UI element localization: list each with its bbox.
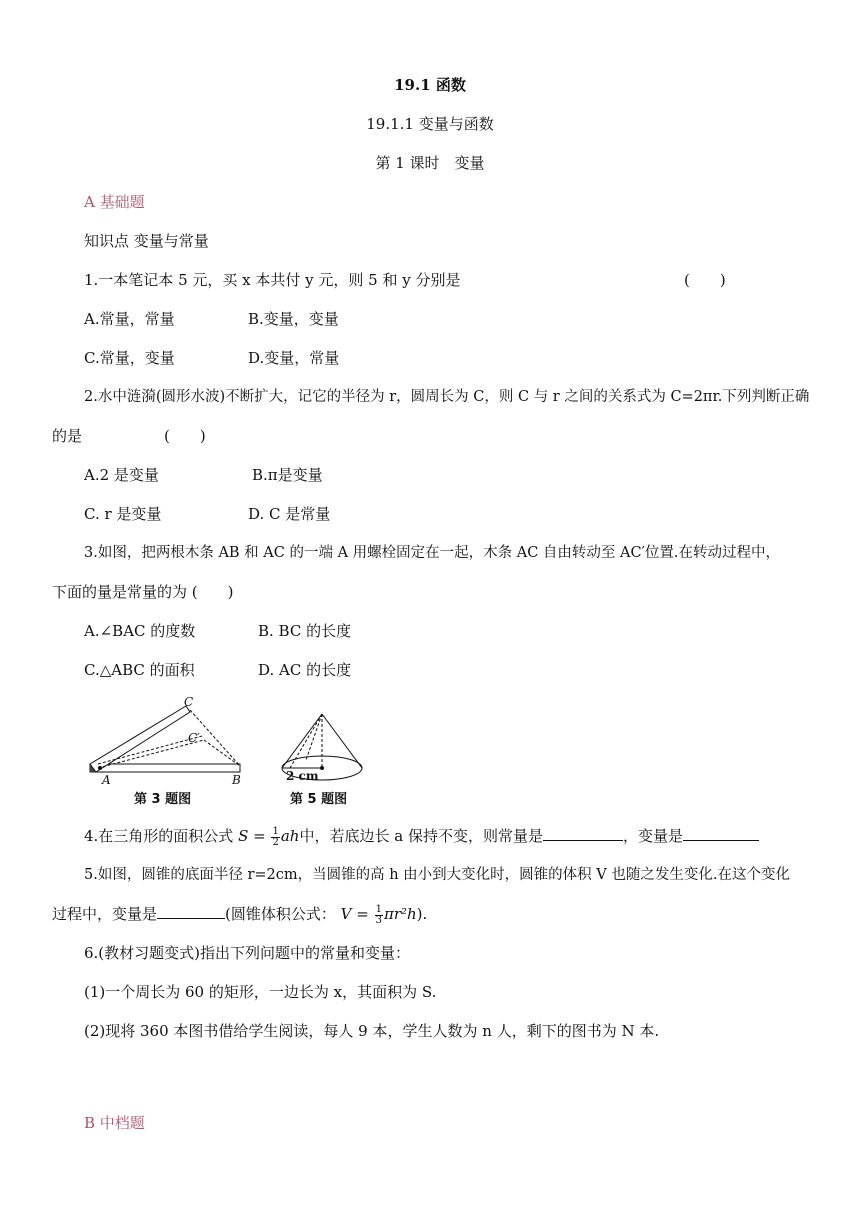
q6-stem: 6.(教材习题变式)指出下列问题中的常量和变量： — [84, 944, 411, 962]
topic-heading: 知识点 变量与常量 — [84, 232, 209, 250]
q2-option-c: C. r 是变量 — [84, 505, 162, 523]
section-a-label: A 基础题 — [84, 193, 145, 211]
q5-fraction-denominator: 3 — [375, 914, 382, 926]
q5-formula-rhs: πr²h — [383, 905, 417, 923]
q3-option-a: A.∠BAC 的度数 — [84, 622, 196, 640]
q5-line2-paren: (圆锥体积公式： — [225, 905, 336, 923]
figure-3-label-c-prime: C′ — [188, 731, 200, 745]
q5-line2-end: ). — [416, 905, 428, 923]
q4-formula-rhs: ah — [280, 827, 300, 845]
q5-fraction — [375, 905, 383, 926]
q2-answer-paren: ( ) — [164, 427, 206, 445]
figure-3-label-c: C — [184, 695, 194, 709]
figure-3-label-a: A — [102, 773, 111, 787]
q2-stem-line2: 的是 — [52, 427, 83, 445]
page-subtitle: 19.1.1 变量与函数 — [366, 115, 494, 133]
q5-line2-prefix: 过程中，变量是 — [52, 905, 158, 923]
q2-option-b: B.π是变量 — [252, 466, 323, 484]
q4-comma-variable: ，变量是 — [622, 827, 683, 845]
q4-stem — [84, 826, 759, 848]
q2-option-a: A.2 是变量 — [84, 466, 159, 484]
q4-fraction-numerator: 1 — [272, 825, 279, 837]
q6-part-2: (2)现将 360 本图书借给学生阅读，每人 9 本，学生人数为 n 人，剩下的图书为 N 本. — [84, 1022, 660, 1040]
q5-stem-line1: 5.如图，圆锥的底面半径 r=2cm，当圆锥的高 h 由小到大变化时，圆锥的体积 V 也随之发生变化.在这个变化 — [84, 867, 790, 883]
q4-fraction-denominator: 2 — [272, 836, 279, 848]
figure-3-label-b: B — [232, 773, 241, 787]
figure-3-diagram — [84, 694, 254, 790]
q1-option-d: D.变量，常量 — [248, 349, 340, 367]
q5-fraction-numerator: 1 — [375, 903, 382, 915]
q2-option-d: D. C 是常量 — [248, 505, 331, 523]
figure-5-caption: 第 5 题图 — [290, 792, 348, 807]
q4-formula-lhs: S = — [238, 827, 271, 845]
q1-option-c: C.常量，变量 — [84, 349, 175, 367]
q3-option-d: D. AC 的长度 — [258, 661, 352, 679]
q3-stem-line1: 3.如图，把两根木条 AB 和 AC 的一端 A 用螺栓固定在一起，木条 AC 自由转动至 AC′位置.在转动过程中， — [84, 545, 781, 561]
q1-answer-paren: ( ) — [684, 271, 726, 289]
q5-formula-lhs: V = — [340, 905, 374, 923]
q4-fraction — [271, 827, 279, 848]
q4-prefix: 4.在三角形的面积公式 — [84, 827, 239, 845]
q5-stem-line2 — [52, 904, 427, 926]
q6-part-1: (1)一个周长为 60 的矩形，一边长为 x，其面积为 S. — [84, 983, 437, 1001]
q1-option-b: B.变量，变量 — [248, 310, 339, 328]
lesson-title: 第 1 课时 变量 — [375, 154, 485, 172]
q5-blank-variable[interactable] — [157, 904, 225, 919]
q4-blank-constant[interactable] — [543, 826, 623, 841]
q4-blank-variable[interactable] — [683, 826, 759, 841]
q1-stem: 1.一本笔记本 5 元，买 x 本共付 y 元，则 5 和 y 分别是 — [84, 271, 461, 289]
q3-stem-line2: 下面的量是常量的为 ( ) — [52, 583, 234, 601]
section-b-label: B 中档题 — [84, 1114, 145, 1132]
page-title: 19.1 函数 — [394, 76, 466, 94]
q4-middle: 中，若底边长 a 保持不变，则常量是 — [299, 827, 543, 845]
q2-stem-line1: 2.水中涟漪(圆形水波)不断扩大，记它的半径为 r，圆周长为 C，则 C 与 r 之间的关系式为 C=2πr.下列判断正确 — [84, 389, 810, 405]
q3-option-c: C.△ABC 的面积 — [84, 661, 195, 679]
q3-option-b: B. BC 的长度 — [258, 622, 352, 640]
figure-5-radius-label: 2 cm — [286, 769, 319, 783]
q1-option-a: A.常量，常量 — [84, 310, 175, 328]
figure-3-caption: 第 3 题图 — [134, 792, 192, 807]
figure-5-cone — [276, 710, 370, 786]
